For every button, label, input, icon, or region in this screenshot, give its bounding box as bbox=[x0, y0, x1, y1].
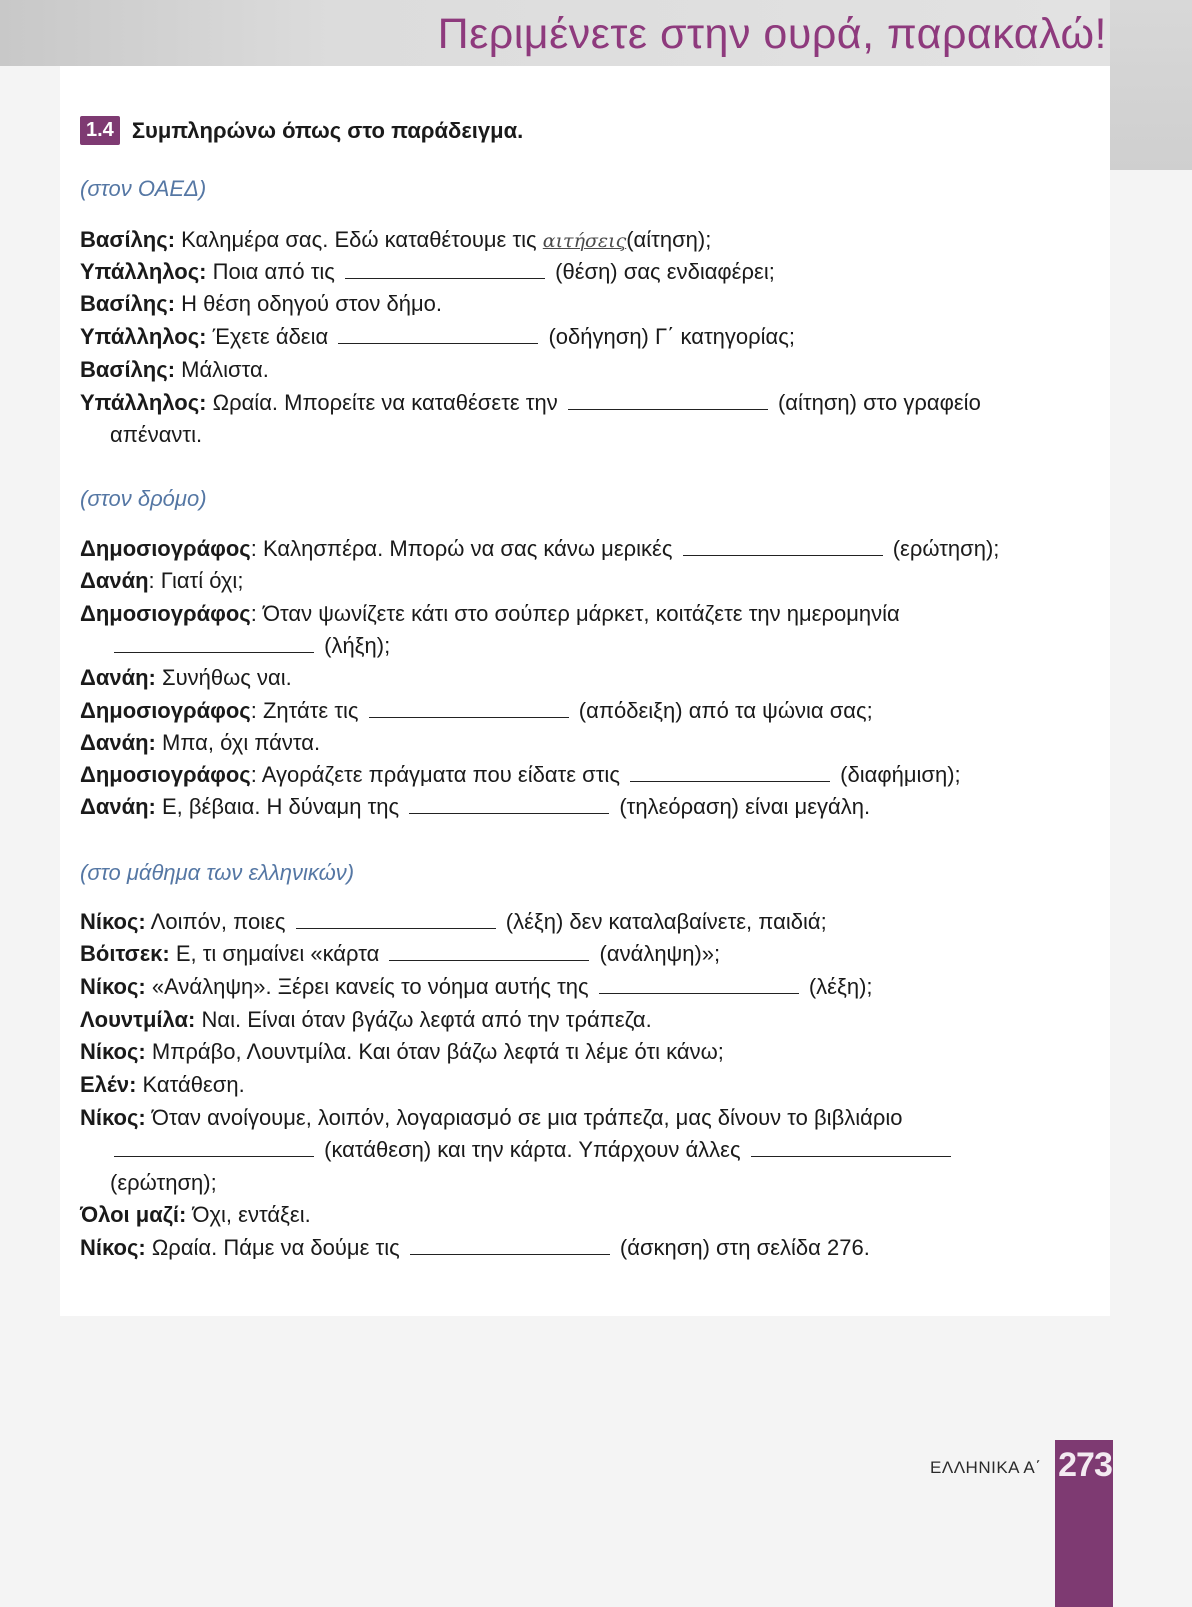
dialogue-text: (ερώτηση); bbox=[110, 1170, 217, 1195]
dialogue-text: Έχετε άδεια bbox=[206, 324, 335, 349]
page-number: 273 bbox=[1058, 1446, 1112, 1484]
dialogue-text: (ανάληψη)»; bbox=[593, 941, 721, 966]
speaker-name: Δημοσιογράφος bbox=[80, 536, 251, 561]
speaker-name: Δημοσιογράφος bbox=[80, 762, 251, 787]
section-heading: (στον ΟΑΕΔ) bbox=[80, 176, 207, 201]
speaker-name: Υπάλληλος: bbox=[80, 259, 207, 284]
fill-in-blank[interactable] bbox=[683, 535, 883, 556]
dialogue-text: Μάλιστα. bbox=[175, 357, 269, 382]
margin-strip bbox=[1110, 0, 1192, 170]
dialogue-line bbox=[110, 632, 390, 660]
dialogue-text: Ε, τι σημαίνει «κάρτα bbox=[169, 941, 386, 966]
dialogue-text: : Αγοράζετε πράγματα που είδατε στις bbox=[250, 762, 627, 787]
exercise-number-badge: 1.4 bbox=[80, 116, 120, 145]
fill-in-blank[interactable] bbox=[410, 1234, 610, 1255]
dialogue-text: : Καλησπέρα. Μπορώ να σας κάνω μερικές bbox=[250, 536, 679, 561]
speaker-name: Δανάη: bbox=[80, 665, 156, 690]
dialogue-line bbox=[80, 793, 870, 821]
dialogue-text: (οδήγηση) Γ΄ κατηγορίας; bbox=[542, 324, 795, 349]
fill-in-blank[interactable] bbox=[630, 761, 830, 782]
speaker-name: Νίκος: bbox=[80, 1039, 146, 1064]
dialogue-line bbox=[110, 421, 202, 449]
fill-in-blank[interactable] bbox=[345, 258, 545, 279]
handwritten-answer: αιτήσεις bbox=[542, 230, 627, 252]
dialogue-text: Η θέση οδηγού στον δήμο. bbox=[175, 291, 443, 316]
fill-in-blank[interactable] bbox=[114, 1136, 314, 1157]
dialogue-line bbox=[80, 226, 711, 255]
fill-in-blank[interactable] bbox=[114, 632, 314, 653]
dialogue-text: Ποια από τις bbox=[206, 259, 342, 284]
dialogue-text: Ναι. Είναι όταν βγάζω λεφτά από την τράπεζα. bbox=[195, 1007, 652, 1032]
dialogue-line bbox=[80, 761, 961, 789]
dialogue-text: (ερώτηση); bbox=[886, 536, 1000, 561]
dialogue-line bbox=[80, 323, 795, 351]
fill-in-blank[interactable] bbox=[338, 323, 538, 344]
dialogue-text: (θέση) σας ενδιαφέρει; bbox=[549, 259, 775, 284]
speaker-name: Ελέν: bbox=[80, 1072, 137, 1097]
dialogue-text: «Ανάληψη». Ξέρει κανείς το νόημα αυτής της bbox=[145, 974, 595, 999]
dialogue-text: (απόδειξη) από τα ψώνια σας; bbox=[572, 698, 873, 723]
speaker-name: Υπάλληλος: bbox=[80, 390, 207, 415]
dialogue-text: (λέξη) δεν καταλαβαίνετε, παιδιά; bbox=[499, 909, 827, 934]
dialogue-text: Ωραία. Πάμε να δούμε τις bbox=[145, 1235, 406, 1260]
fill-in-blank[interactable] bbox=[409, 793, 609, 814]
dialogue-line bbox=[80, 940, 720, 968]
exercise-header bbox=[80, 116, 523, 145]
dialogue-line bbox=[80, 1006, 652, 1034]
dialogue-line bbox=[80, 290, 442, 318]
dialogue-line bbox=[80, 389, 981, 417]
speaker-name: Βόιτσεκ: bbox=[80, 941, 170, 966]
dialogue-text: (άσκηση) στη σελίδα 276. bbox=[613, 1235, 870, 1260]
dialogue-line bbox=[80, 973, 873, 1001]
book-title-footer: ΕΛΛΗΝΙΚΑ Α΄ bbox=[930, 1458, 1042, 1477]
dialogue-text: Όχι, εντάξει. bbox=[186, 1202, 311, 1227]
dialogue-text: : Ζητάτε τις bbox=[250, 698, 365, 723]
dialogue-text: (αίτηση) στο γραφείο bbox=[771, 390, 981, 415]
dialogue-line bbox=[80, 1038, 724, 1066]
dialogue-text: Καλημέρα σας. Εδώ καταθέτουμε τις bbox=[175, 227, 543, 252]
dialogue-text: Ωραία. Μπορείτε να καταθέσετε την bbox=[206, 390, 564, 415]
speaker-name: Νίκος: bbox=[80, 1235, 146, 1260]
speaker-name: Νίκος: bbox=[80, 1105, 146, 1130]
section-heading: (στον δρόμο) bbox=[80, 486, 207, 511]
dialogue-text: Όταν ανοίγουμε, λοιπόν, λογαριασμό σε μια τράπεζα, μας δίνουν το βιβλιάριο bbox=[145, 1105, 903, 1130]
dialogue-line bbox=[80, 356, 269, 384]
dialogue-line bbox=[80, 1071, 245, 1099]
fill-in-blank[interactable] bbox=[389, 940, 589, 961]
fill-in-blank[interactable] bbox=[751, 1136, 951, 1157]
dialogue-line bbox=[80, 567, 243, 595]
dialogue-text: (κατάθεση) και την κάρτα. Υπάρχουν άλλες bbox=[318, 1137, 747, 1162]
speaker-name: Όλοι μαζί: bbox=[80, 1202, 187, 1227]
speaker-name: Βασίλης: bbox=[80, 291, 176, 316]
dialogue-text: Συνήθως ναι. bbox=[155, 665, 292, 690]
dialogue-line bbox=[110, 1169, 217, 1197]
dialogue-line bbox=[80, 664, 292, 692]
speaker-name: Υπάλληλος: bbox=[80, 324, 207, 349]
dialogue-line bbox=[80, 535, 999, 563]
speaker-name: Λουντμίλα: bbox=[80, 1007, 196, 1032]
dialogue-text: Κατάθεση. bbox=[136, 1072, 245, 1097]
speaker-name: Δανάη: bbox=[80, 794, 156, 819]
dialogue-text: Μπράβο, Λουντμίλα. Και όταν βάζω λεφτά τι λέμε ότι κάνω; bbox=[145, 1039, 724, 1064]
dialogue-line bbox=[80, 1201, 311, 1229]
speaker-name: Δημοσιογράφος bbox=[80, 698, 251, 723]
speaker-name: Βασίλης: bbox=[80, 227, 176, 252]
dialogue-line bbox=[110, 1136, 955, 1164]
speaker-name: Δανάη: bbox=[80, 730, 156, 755]
dialogue-text: Μπα, όχι πάντα. bbox=[155, 730, 321, 755]
speaker-name: Νίκος: bbox=[80, 909, 146, 934]
fill-in-blank[interactable] bbox=[599, 973, 799, 994]
dialogue-text: Λοιπόν, ποιες bbox=[145, 909, 292, 934]
dialogue-text: (αίτηση); bbox=[626, 227, 712, 252]
exercise-instruction: Συμπληρώνω όπως στο παράδειγμα. bbox=[131, 117, 524, 143]
speaker-name: Νίκος: bbox=[80, 974, 146, 999]
dialogue-line bbox=[80, 1234, 870, 1262]
dialogue-text: Ε, βέβαια. Η δύναμη της bbox=[155, 794, 406, 819]
fill-in-blank[interactable] bbox=[369, 697, 569, 718]
speaker-name: Βασίλης: bbox=[80, 357, 176, 382]
dialogue-text: (λήξη); bbox=[318, 633, 391, 658]
dialogue-text: απέναντι. bbox=[110, 422, 203, 447]
fill-in-blank[interactable] bbox=[568, 389, 768, 410]
dialogue-line bbox=[80, 600, 900, 628]
dialogue-line bbox=[80, 908, 827, 936]
dialogue-line bbox=[80, 697, 873, 725]
dialogue-text: (διαφήμιση); bbox=[834, 762, 961, 787]
dialogue-text: : Όταν ψωνίζετε κάτι στο σούπερ μάρκετ, κοιτάζετε την ημερομηνία bbox=[250, 601, 900, 626]
dialogue-line bbox=[80, 729, 320, 757]
fill-in-blank[interactable] bbox=[296, 908, 496, 929]
dialogue-line bbox=[80, 1104, 902, 1132]
section-heading: (στο μάθημα των ελληνικών) bbox=[80, 860, 355, 885]
dialogue-text: (τηλεόραση) είναι μεγάλη. bbox=[613, 794, 871, 819]
dialogue-text: : Γιατί όχι; bbox=[148, 568, 244, 593]
speaker-name: Δημοσιογράφος bbox=[80, 601, 251, 626]
speaker-name: Δανάη bbox=[80, 568, 149, 593]
dialogue-text: (λέξη); bbox=[802, 974, 873, 999]
dialogue-line bbox=[80, 258, 775, 286]
page-title: Περιμένετε στην ουρά, παρακαλώ! bbox=[437, 10, 1107, 58]
